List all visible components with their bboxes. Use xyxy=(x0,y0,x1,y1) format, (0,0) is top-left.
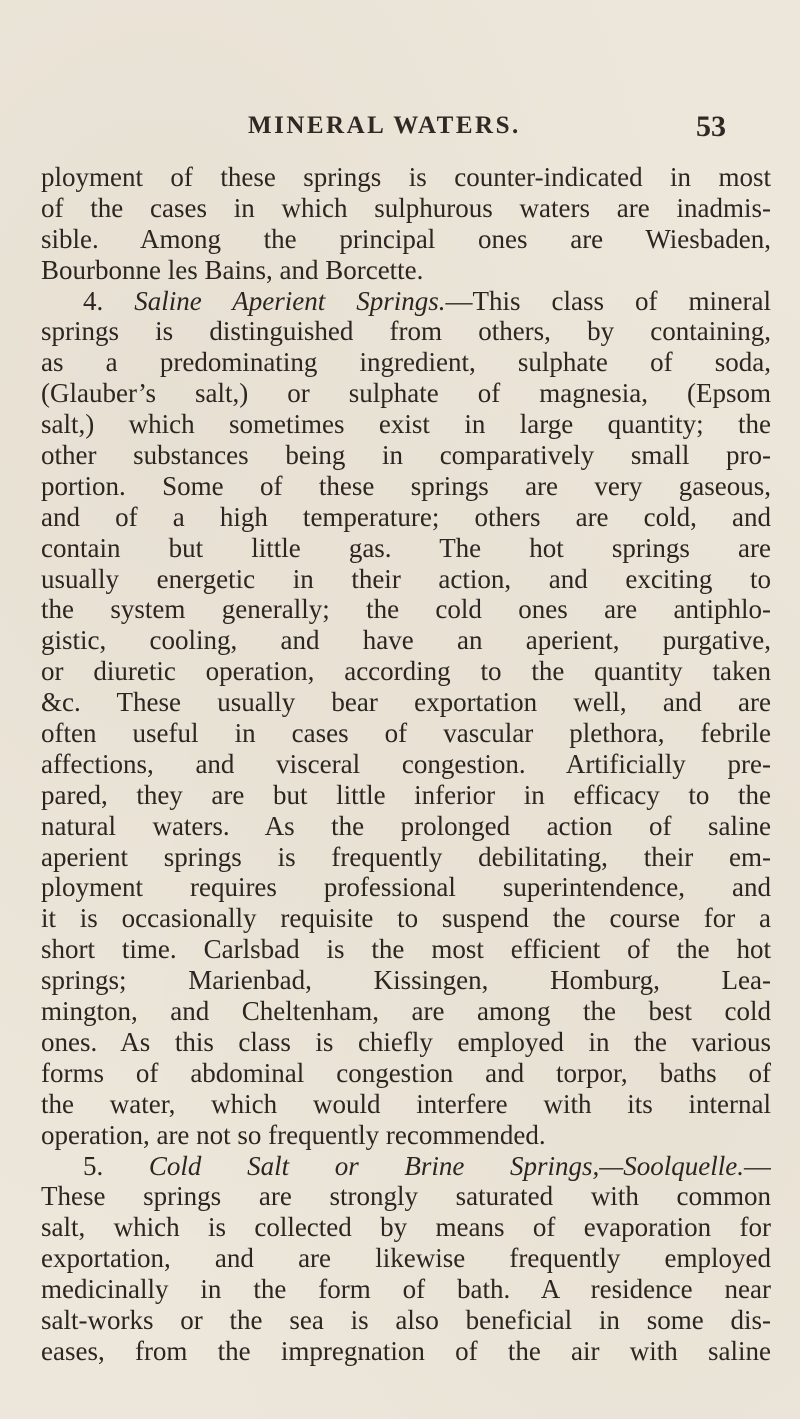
line-segment: pared, they are but little inferior in efficacy to the xyxy=(41,779,771,810)
text-line xyxy=(41,1089,771,1120)
text-line xyxy=(41,347,771,378)
text-line xyxy=(41,255,771,286)
text-line xyxy=(41,872,771,903)
text-line xyxy=(41,502,771,533)
text-line xyxy=(41,1212,771,1243)
line-segment: These springs are strongly saturated with common xyxy=(41,1181,771,1212)
text-line xyxy=(41,378,771,409)
line-segment: of the cases in which sulphurous waters are inadmis- xyxy=(41,192,771,223)
line-segment: —This class of mineral xyxy=(445,285,771,316)
line-segment: or diuretic operation, according to the quantity taken xyxy=(41,656,771,687)
section-heading: Cold Salt or Brine Springs,—Soolquelle. xyxy=(148,1150,744,1181)
text-line xyxy=(41,718,771,749)
text-line xyxy=(41,1181,771,1212)
line-segment: (Glauber’s salt,) or sulphate of magnesia, (Epsom xyxy=(41,378,771,409)
text-line xyxy=(41,780,771,811)
text-line xyxy=(41,1151,771,1182)
text-line xyxy=(41,749,771,780)
line-segment: — xyxy=(744,1150,771,1181)
line-segment: other substances being in comparatively small pro- xyxy=(41,440,771,471)
line-segment: 5. xyxy=(83,1150,149,1181)
line-segment: contain but little gas. The hot springs are xyxy=(41,532,771,563)
text-line xyxy=(41,1274,771,1305)
text-line xyxy=(41,965,771,996)
text-line xyxy=(41,996,771,1027)
text-line xyxy=(41,1027,771,1058)
line-segment: Bourbonne les Bains, and Borcette. xyxy=(41,254,424,285)
text-line xyxy=(41,811,771,842)
line-segment: salt-works or the sea is also beneficial in some dis- xyxy=(41,1304,771,1335)
line-segment: springs; Marienbad, Kissingen, Homburg, Lea- xyxy=(41,965,771,996)
running-head xyxy=(0,112,800,152)
line-segment: ployment of these springs is counter-indicated in most xyxy=(41,162,771,192)
line-segment: salt, which is collected by means of evaporation for xyxy=(41,1212,771,1243)
text-line xyxy=(41,687,771,718)
section-heading: Saline Aperient Springs. xyxy=(134,285,446,316)
line-segment: sible. Among the principal ones are Wiesbaden, xyxy=(41,223,771,254)
text-line xyxy=(41,625,771,656)
line-segment: usually energetic in their action, and exciting to xyxy=(41,563,771,594)
text-line xyxy=(41,656,771,687)
text-line xyxy=(41,162,771,193)
line-segment: ones. As this class is chiefly employed in the various xyxy=(41,1026,771,1057)
line-segment: natural waters. As the prolonged action of saline xyxy=(41,810,771,841)
text-line xyxy=(41,193,771,224)
line-segment: the water, which would interfere with its internal xyxy=(41,1088,771,1119)
text-line xyxy=(41,1120,771,1151)
line-segment: operation, are not so frequently recommended. xyxy=(41,1119,546,1150)
page-number: 53 xyxy=(696,110,726,143)
line-segment: aperient springs is frequently debilitating, their em- xyxy=(41,841,771,872)
text-line xyxy=(41,594,771,625)
line-segment: forms of abdominal congestion and torpor, baths of xyxy=(41,1057,771,1088)
text-line xyxy=(41,934,771,965)
line-segment: as a predominating ingredient, sulphate of soda, xyxy=(41,347,771,378)
text-line xyxy=(41,842,771,873)
line-segment: it is occasionally requisite to suspend the course for a xyxy=(41,903,771,934)
line-segment: gistic, cooling, and have an aperient, purgative, xyxy=(41,625,771,656)
text-line xyxy=(41,1336,771,1367)
text-line xyxy=(41,224,771,255)
text-line xyxy=(41,533,771,564)
line-segment: and of a high temperature; others are cold, and xyxy=(41,501,771,532)
line-segment: &c. These usually bear exportation well, and are xyxy=(41,687,771,718)
text-line xyxy=(41,409,771,440)
line-segment: ployment requires professional superintendence, and xyxy=(41,872,771,903)
body-text xyxy=(41,162,771,1367)
text-line xyxy=(41,903,771,934)
text-line xyxy=(41,471,771,502)
running-head-title: MINERAL WATERS. xyxy=(248,112,521,139)
line-segment: the system generally; the cold ones are antiphlo- xyxy=(41,594,771,625)
text-line xyxy=(41,1305,771,1336)
text-line xyxy=(41,440,771,471)
line-segment: springs is distinguished from others, by containing, xyxy=(41,316,771,347)
line-segment: exportation, and are likewise frequently employed xyxy=(41,1243,771,1274)
text-line xyxy=(41,286,771,317)
line-segment: 4. xyxy=(83,285,135,316)
text-line xyxy=(41,1243,771,1274)
text-line xyxy=(41,1058,771,1089)
line-segment: salt,) which sometimes exist in large quantity; the xyxy=(41,409,771,440)
line-segment: medicinally in the form of bath. A residence near xyxy=(41,1274,771,1305)
line-segment: often useful in cases of vascular plethora, febrile xyxy=(41,718,771,749)
line-segment: short time. Carlsbad is the most efficient of the hot xyxy=(41,934,771,965)
line-segment: eases, from the impregnation of the air with saline xyxy=(41,1335,771,1366)
text-line xyxy=(41,564,771,595)
line-segment: mington, and Cheltenham, are among the best cold xyxy=(41,996,771,1027)
line-segment: affections, and visceral congestion. Artificially pre- xyxy=(41,748,771,779)
line-segment: portion. Some of these springs are very gaseous, xyxy=(41,470,771,501)
text-line xyxy=(41,316,771,347)
